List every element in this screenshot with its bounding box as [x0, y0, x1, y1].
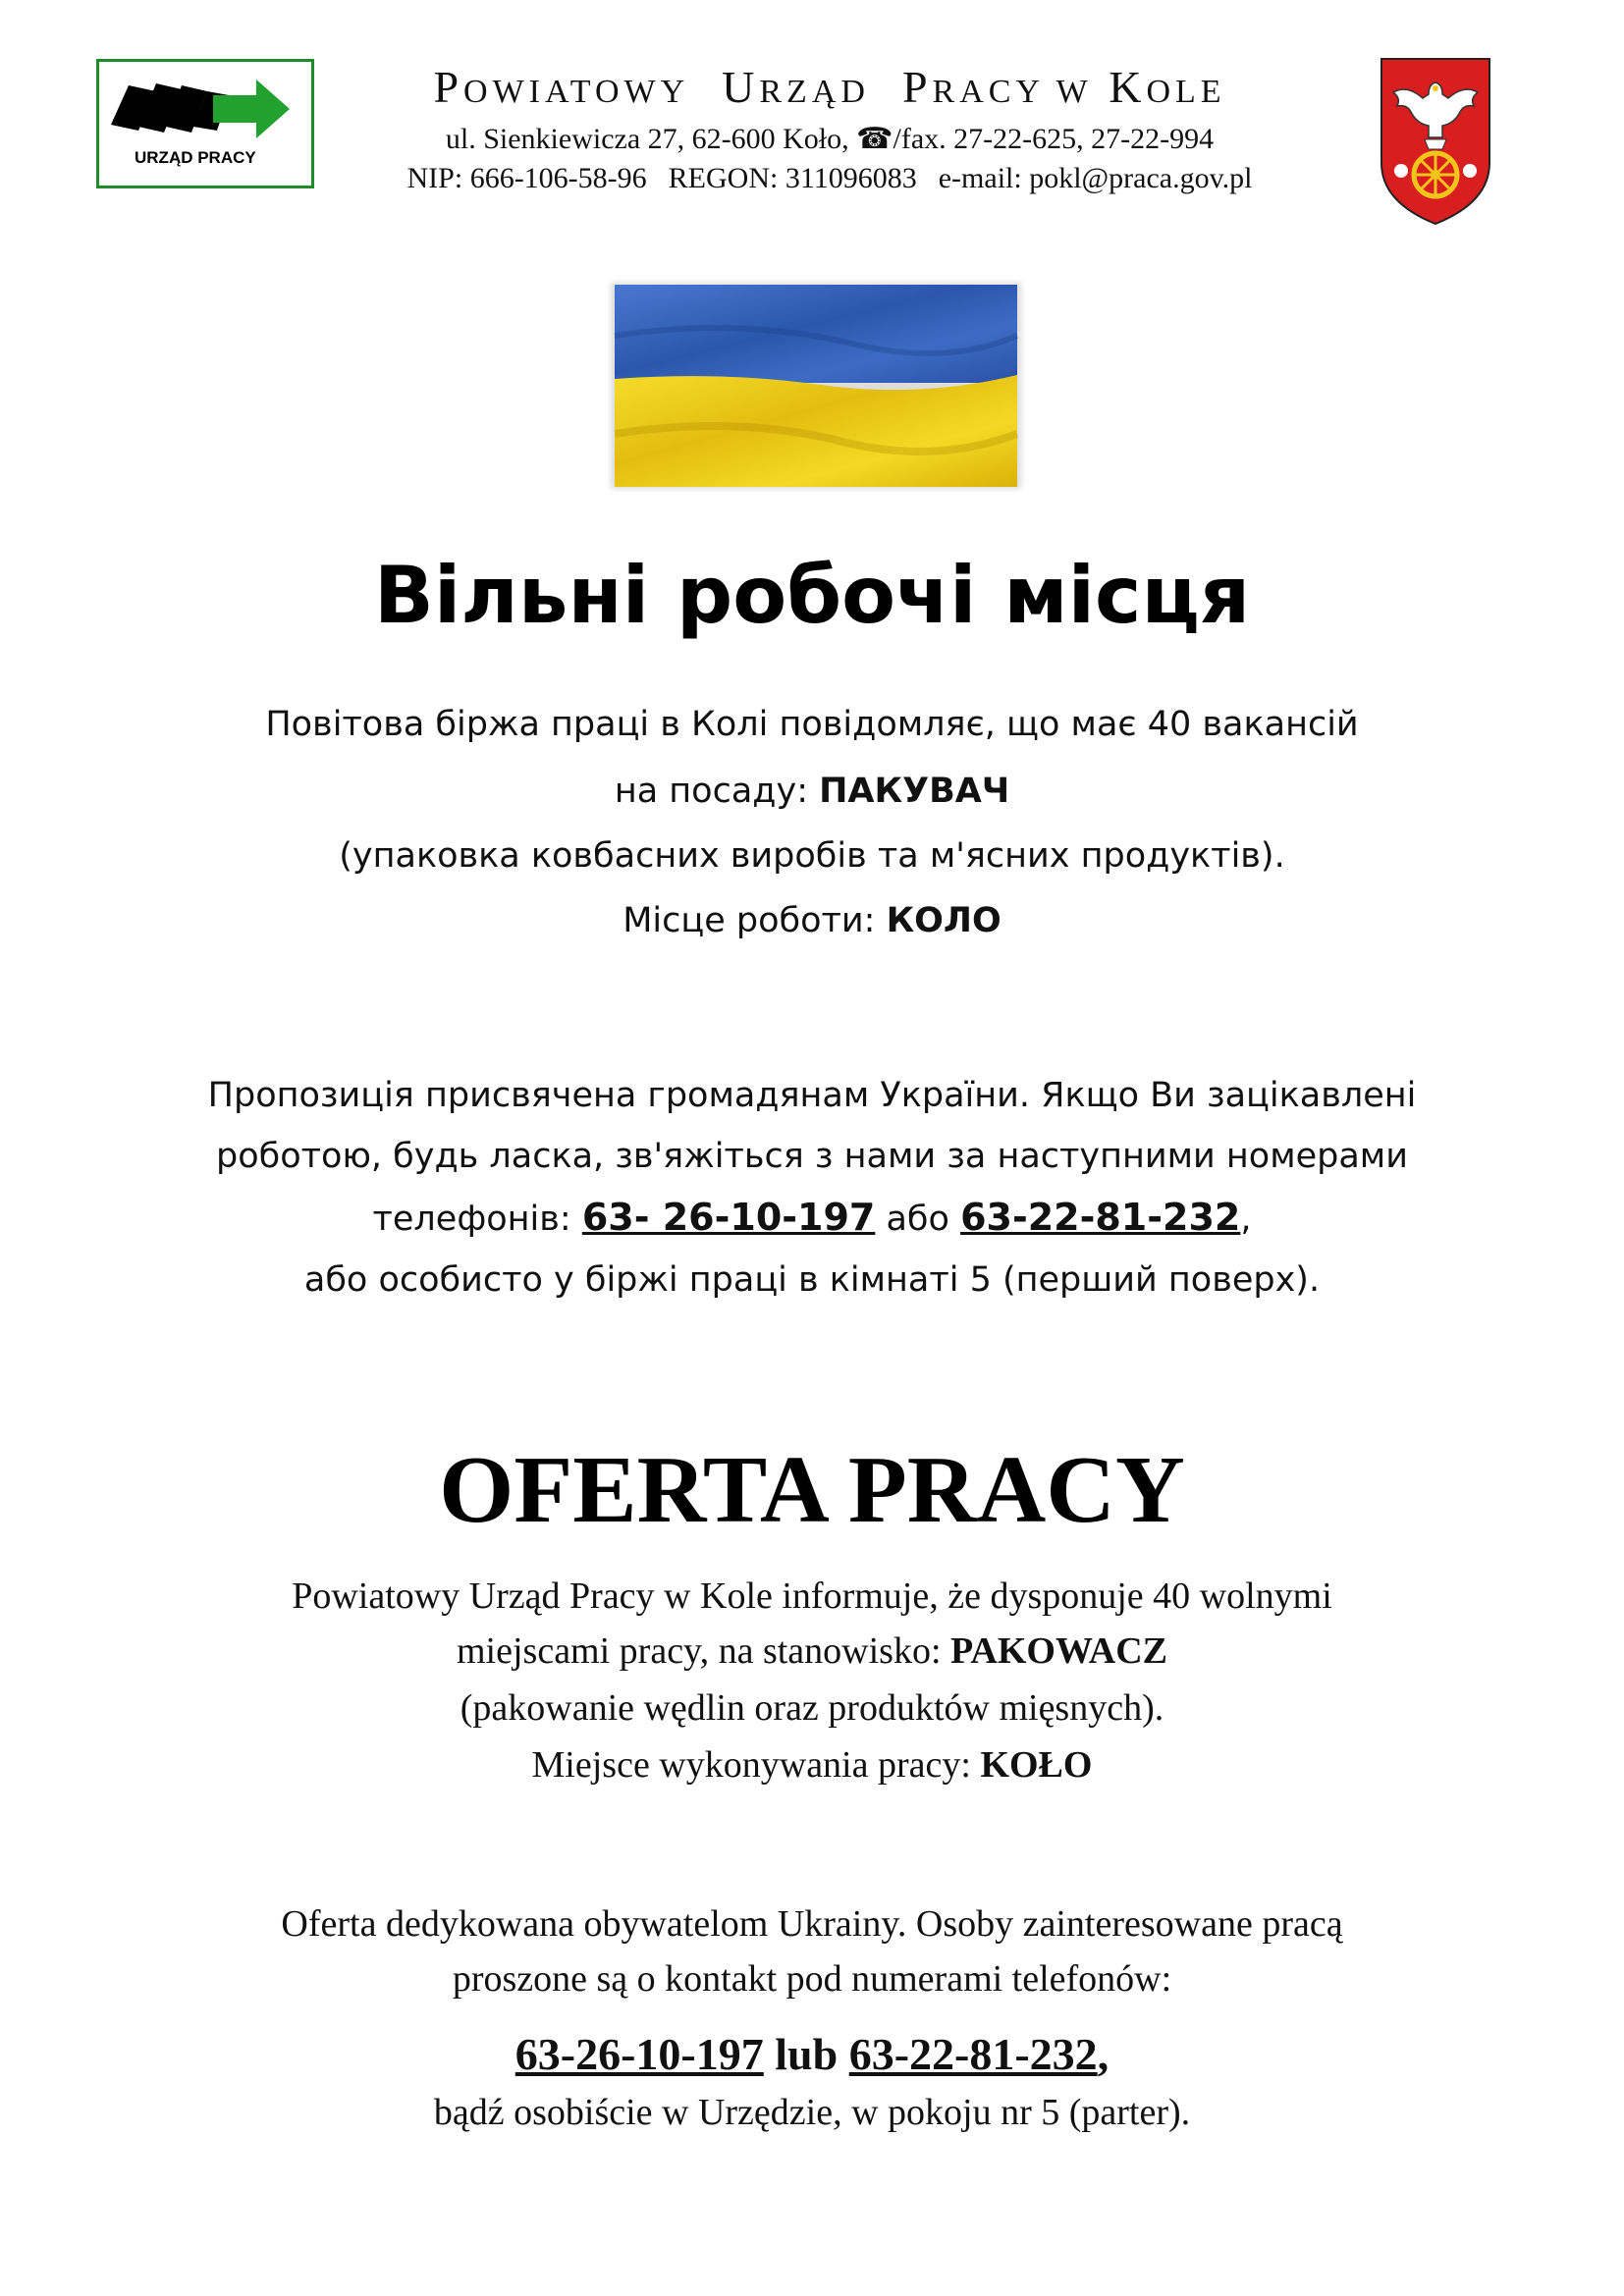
ua-position: ПАКУВАЧ — [819, 772, 1010, 811]
org-ids — [295, 162, 1365, 195]
ua-phone-2[interactable]: 63-22-81-232 — [960, 1196, 1241, 1239]
logo-graphic — [99, 66, 311, 144]
pl-line: proszone są o kontakt pod numerami telefonów: — [452, 1958, 1172, 2000]
ua-position-line: на посаду: ПАКУВАЧ — [614, 772, 1010, 811]
ua-place-line: Місце роботи: КОЛО — [623, 901, 1001, 940]
urzad-pracy-logo — [96, 59, 314, 188]
nip: NIP: 666-106-58-96 — [406, 162, 647, 194]
pl-line: Oferta dedykowana obywatelom Ukrainy. Osoby zainteresowane pracą — [281, 1903, 1343, 1945]
pl-position-line: miejscami pracy, na stanowisko: PAKOWACZ — [457, 1630, 1167, 1672]
pl-place-line: Miejsce wykonywania pracy: KOŁO — [531, 1744, 1093, 1786]
org-address: ul. Sienkiewicza 27, 62-600 Koło, ☎/fax. 27-22-625, 27-22-994 — [445, 123, 1215, 155]
pl-phone-2[interactable]: 63-22-81-232 — [848, 2029, 1098, 2079]
ua-title: Вільні робочі місця — [373, 550, 1251, 641]
pl-phone-1[interactable]: 63-26-10-197 — [514, 2029, 764, 2079]
ua-line: (упаковка ковбасних виробів та м'ясних продуктів). — [339, 836, 1285, 876]
pl-line: Powiatowy Urząd Pracy w Kole informuje, że dysponuje 40 wolnymi — [292, 1575, 1332, 1617]
ua-line: роботою, будь ласка, зв'яжіться з нами за наступними номерами — [216, 1137, 1408, 1176]
pl-position: PAKOWACZ — [950, 1630, 1167, 1672]
pl-place: KOŁO — [980, 1744, 1093, 1786]
ua-line: Повітова біржа праці в Колі повідомляє, що має 40 вакансій — [265, 705, 1359, 744]
org-name: POWIATOWY URZĄD PRACY W KOLE — [433, 62, 1226, 112]
email: e-mail: pokl@praca.gov.pl — [938, 162, 1253, 194]
pl-line: bądź osobiście w Urzędzie, w pokoju nr 5 (parter). — [433, 2092, 1191, 2133]
ukraine-flag-icon — [605, 277, 1027, 495]
pl-line: (pakowanie wędlin oraz produktów mięsnych). — [460, 1687, 1164, 1729]
ua-phones-line: телефонів: 63- 26-10-197 або 63-22-81-232, — [372, 1196, 1252, 1239]
ua-place: КОЛО — [886, 901, 1001, 940]
regon: REGON: 311096083 — [668, 162, 917, 194]
logo-text: URZĄD PRACY — [135, 148, 256, 167]
ua-line: Пропозиція присвячена громадянам України. Якщо Ви зацікавлені — [207, 1076, 1417, 1115]
coat-of-arms-icon — [1378, 55, 1493, 228]
ua-line: або особисто у біржі праці в кімнаті 5 (перший поверх). — [303, 1260, 1321, 1300]
pl-title: OFERTA PRACY — [439, 1437, 1185, 1543]
pl-phones-line: 63-26-10-197 lub 63-22-81-232, — [514, 2029, 1110, 2079]
ua-phone-1[interactable]: 63- 26-10-197 — [581, 1196, 876, 1239]
